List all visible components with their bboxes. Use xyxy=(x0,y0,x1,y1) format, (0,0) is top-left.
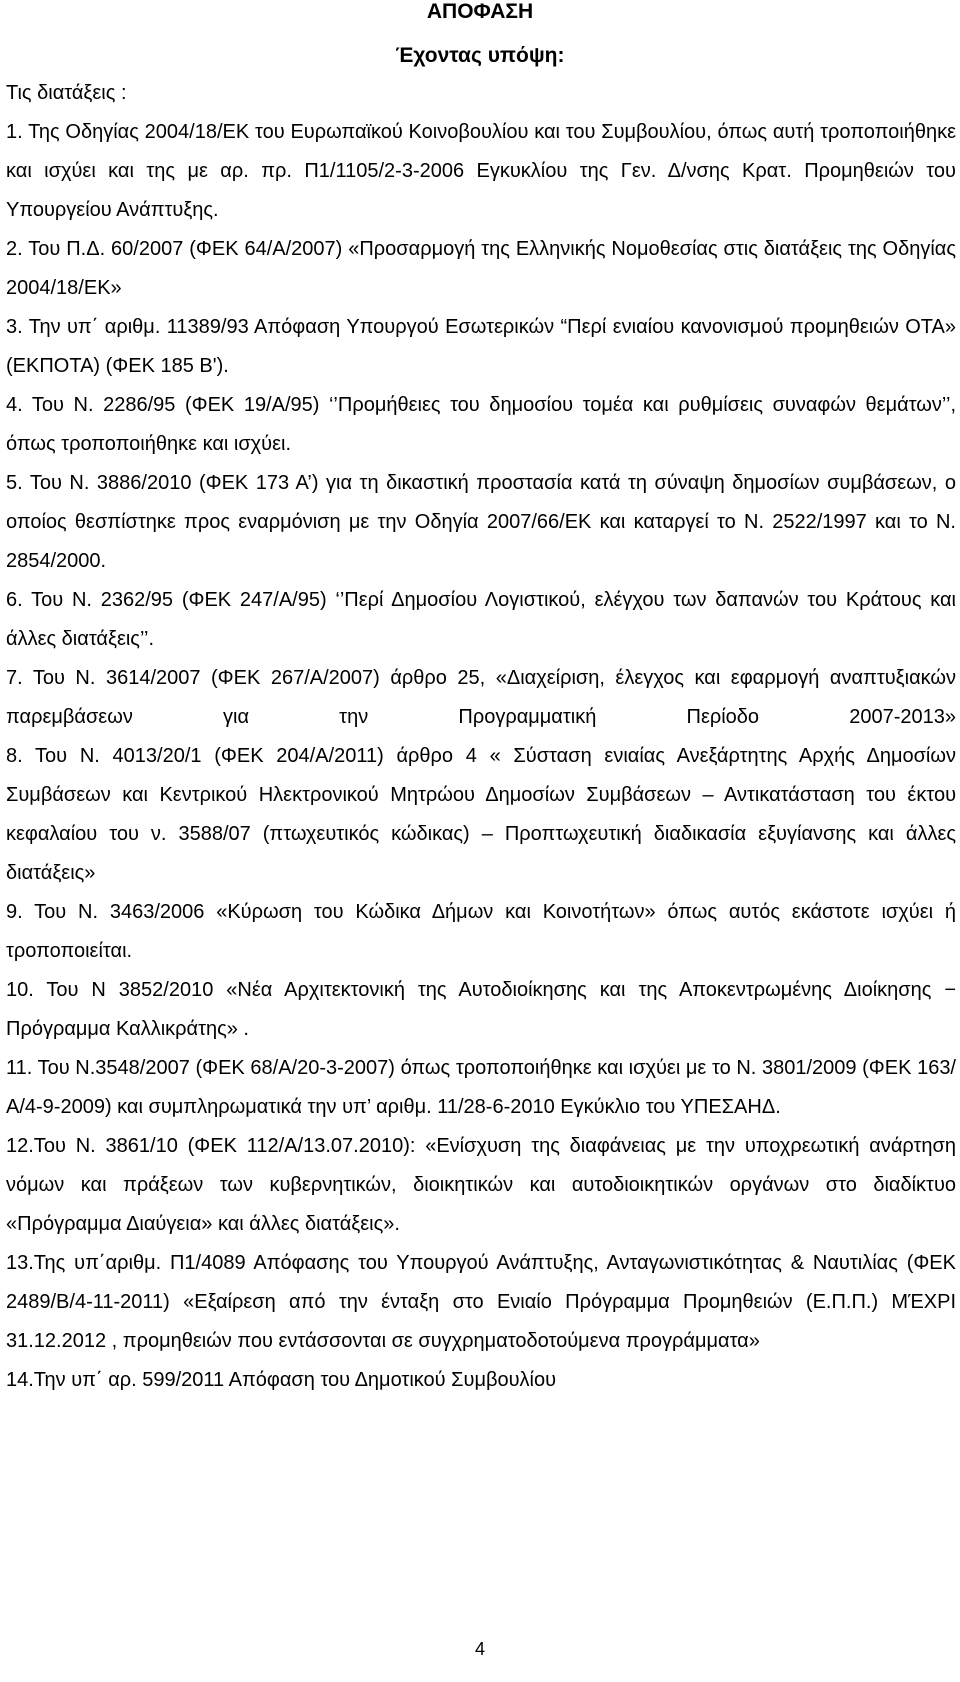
provision-10: 10. Του Ν 3852/2010 «Νέα Αρχιτεκτονική της Αυτοδιοίκησης και της Αποκεντρωμένης Διοίκησης − Πρόγραμμα Καλλικράτης» . xyxy=(6,979,956,1040)
provision-5: 5. Του Ν. 3886/2010 (ΦΕΚ 173 Α’) για τη δικαστική προστασία κατά τη σύναψη δημοσίων συμβάσεων, ο οποίος θεσπίστηκε προς εναρμόνιση με την Οδηγία 2007/66/ΕΚ και καταργεί το Ν. 2522/1997 και το Ν. 2854/2000. xyxy=(6,472,956,572)
document-subtitle: Έχοντας υπόψη: xyxy=(395,44,565,67)
page-number: 4 xyxy=(474,1639,485,1659)
provision-11: 11. Του Ν.3548/2007 (ΦΕΚ 68/Α/20-3-2007) όπως τροποποιήθηκε και ισχύει με το Ν. 3801/2009 (ΦΕΚ 163/Α/4-9-2009) και συμπληρωματικά την υπ’ αριθμ. 11/28-6-2010 Εγκύκλιο του ΥΠΕΣΑΗΔ. xyxy=(6,1057,956,1118)
provision-3: 3. Την υπ΄ αριθμ. 11389/93 Απόφαση Υπουργού Εσωτερικών “Περί ενιαίου κανονισμού προμηθειών ΟΤΑ» (ΕΚΠΟΤΑ) (ΦΕΚ 185 Β'). xyxy=(6,316,956,377)
provision-2: 2. Του Π.Δ. 60/2007 (ΦΕΚ 64/Α/2007) «Προσαρμογή της Ελληνικής Νομοθεσίας στις διατάξεις της Οδηγίας 2004/18/ΕΚ» xyxy=(6,238,956,299)
provision-13: 13.Της υπ΄αριθμ. Π1/4089 Απόφασης του Υπουργού Ανάπτυξης, Ανταγωνιστικότητας & Ναυτιλίας (ΦΕΚ 2489/Β/4-11-2011) «Εξαίρεση από την ένταξη στο Ενιαίο Πρόγραμμα Προμηθειών (Ε.Π.Π.) ΜΈΧΡΙ 31.12.2012 , προμηθειών που εντάσσονται σε συγχρηματοδοτούμενα προγράμματα» xyxy=(6,1252,956,1352)
provision-8: 8. Του Ν. 4013/20/1 (ΦΕΚ 204/Α/2011) άρθρο 4 « Σύσταση ενιαίας Ανεξάρτητης Αρχής Δημοσίων Συμβάσεων και Κεντρικού Ηλεκτρονικού Μητρώου Δημοσίων Συμβάσεων – Αντικατάσταση του έκτου κεφαλαίου του ν. 3588/07 (πτωχευτικός κώδικας) – Προπτωχευτική διαδικασία εξυγίανσης και άλλες διατάξεις» xyxy=(6,745,956,884)
provision-6: 6. Του Ν. 2362/95 (ΦΕΚ 247/Α/95) ‘’Περί Δημοσίου Λογιστικού, ελέγχου των δαπανών του Κράτους και άλλες διατάξεις’’. xyxy=(6,589,956,650)
intro-line: Τις διατάξεις : xyxy=(6,82,127,104)
provision-9: 9. Του Ν. 3463/2006 «Κύρωση του Κώδικα Δήμων και Κοινοτήτων» όπως αυτός εκάστοτε ισχύει ή τροποποιείται. xyxy=(6,901,956,962)
provision-1: 1. Της Οδηγίας 2004/18/ΕΚ του Ευρωπαϊκού Κοινοβουλίου και του Συμβουλίου, όπως αυτή τροποποιήθηκε και ισχύει και της με αρ. πρ. Π1/1105/2-3-2006 Εγκυκλίου της Γεν. Δ/νσης Κρατ. Προμηθειών του Υπουργείου Ανάπτυξης. xyxy=(6,121,956,221)
provision-12: 12.Του Ν. 3861/10 (ΦΕΚ 112/Α/13.07.2010): «Ενίσχυση της διαφάνειας με την υποχρεωτική ανάρτηση νόμων και πράξεων των κυβερνητικών, διοικητικών και αυτοδιοικητικών οργάνων στο διαδίκτυο «Πρόγραμμα Διαύγεια» και άλλες διατάξεις». xyxy=(6,1135,956,1235)
document-title: ΑΠΟΦΑΣΗ xyxy=(426,0,534,23)
provision-4: 4. Του Ν. 2286/95 (ΦΕΚ 19/Α/95) ‘’Προμήθειες του δημοσίου τομέα και ρυθμίσεις συναφών θεμάτων’’, όπως τροποποιήθηκε και ισχύει. xyxy=(6,394,956,455)
provision-14: 14.Την υπ΄ αρ. 599/2011 Απόφαση του Δημοτικού Συμβουλίου xyxy=(6,1369,557,1391)
document-body xyxy=(6,74,956,1400)
provision-7: 7. Του Ν. 3614/2007 (ΦΕΚ 267/Α/2007) άρθρο 25, «Διαχείριση, έλεγχος και εφαρμογή αναπτυξιακών παρεμβάσεων για την Προγραμματική Περίοδο 2007-2013» xyxy=(6,667,956,728)
